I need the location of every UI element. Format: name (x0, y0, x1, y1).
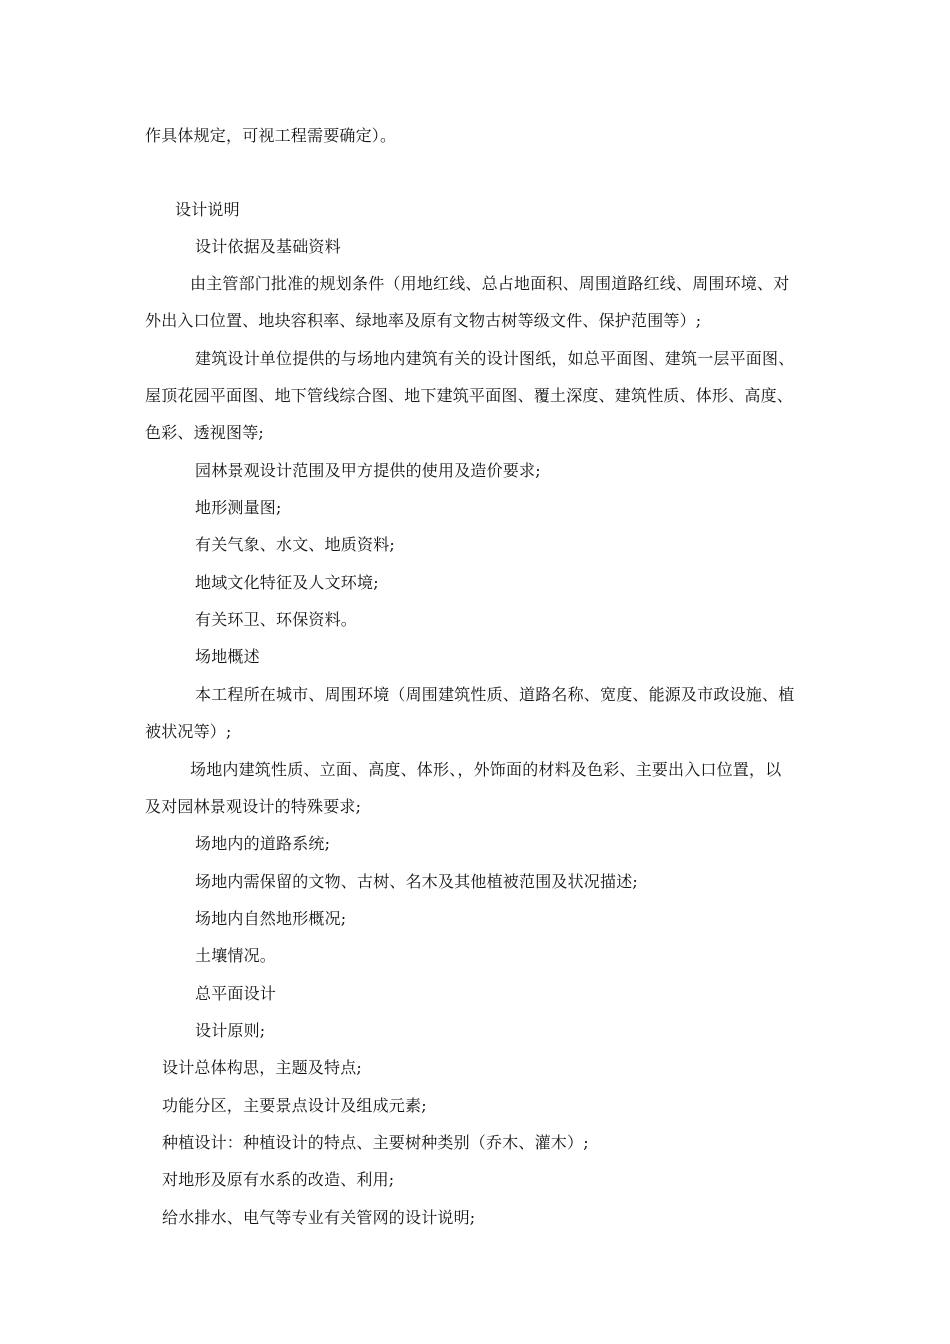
text-line: 设计总体构思，主题及特点; (162, 1058, 362, 1077)
text-line: 土壤情况。 (195, 946, 277, 965)
text-line: 场地内的道路系统; (195, 834, 331, 853)
text-line: 地域文化特征及人文环境; (195, 573, 379, 592)
text-line: 由主管部门批准的规划条件（用地红线、总占地面积、周围道路红线、周围环境、对 (190, 274, 790, 293)
subsection-heading: 总平面设计 (195, 984, 277, 1003)
text-line: 建筑设计单位提供的与场地内建筑有关的设计图纸，如总平面图、建筑一层平面图、 (195, 349, 795, 368)
text-line: 外出入口位置、地块容积率、绿地率及原有文物古树等级文件、保护范围等）; (145, 311, 702, 330)
text-line: 园林景观设计范围及甲方提供的使用及造价要求; (195, 461, 541, 480)
section-heading: 设计说明 (175, 200, 240, 219)
text-line: 功能分区，主要景点设计及组成元素; (162, 1096, 427, 1115)
text-line: 场地内自然地形概况; (195, 909, 347, 928)
text-line: 给水排水、电气等专业有关管网的设计说明; (162, 1208, 476, 1227)
text-line: 场地内需保留的文物、古树、名木及其他植被范围及状况描述; (195, 872, 638, 891)
text-line: 对地形及原有水系的改造、利用; (162, 1170, 395, 1189)
subsection-heading: 设计依据及基础资料 (195, 237, 341, 256)
text-line: 本工程所在城市、周围环境（周围建筑性质、道路名称、宽度、能源及市政设施、植 (195, 685, 795, 704)
subsection-heading: 场地概述 (195, 647, 260, 666)
text-line: 屋顶花园平面图、地下管线综合图、地下建筑平面图、覆土深度、建筑性质、体形、高度、 (145, 386, 794, 405)
text-line: 有关环卫、环保资料。 (195, 610, 358, 629)
text-line: 种植设计：种植设计的特点、主要树种类别（乔木、灌木）; (162, 1133, 589, 1152)
text-line: 有关气象、水文、地质资料; (195, 535, 395, 554)
text-line: 被状况等）; (145, 722, 232, 741)
text-line: 场地内建筑性质、立面、高度、体形、，外饰面的材料及色彩、主要出入口位置，以 (190, 760, 782, 779)
text-line: 及对园林景观设计的特殊要求; (145, 797, 362, 816)
text-line: 地形测量图; (195, 498, 282, 517)
text-line: 设计原则; (195, 1021, 266, 1040)
text-line: 作具体规定，可视工程需要确定）。 (145, 126, 397, 145)
text-line: 色彩、透视图等; (145, 423, 264, 442)
